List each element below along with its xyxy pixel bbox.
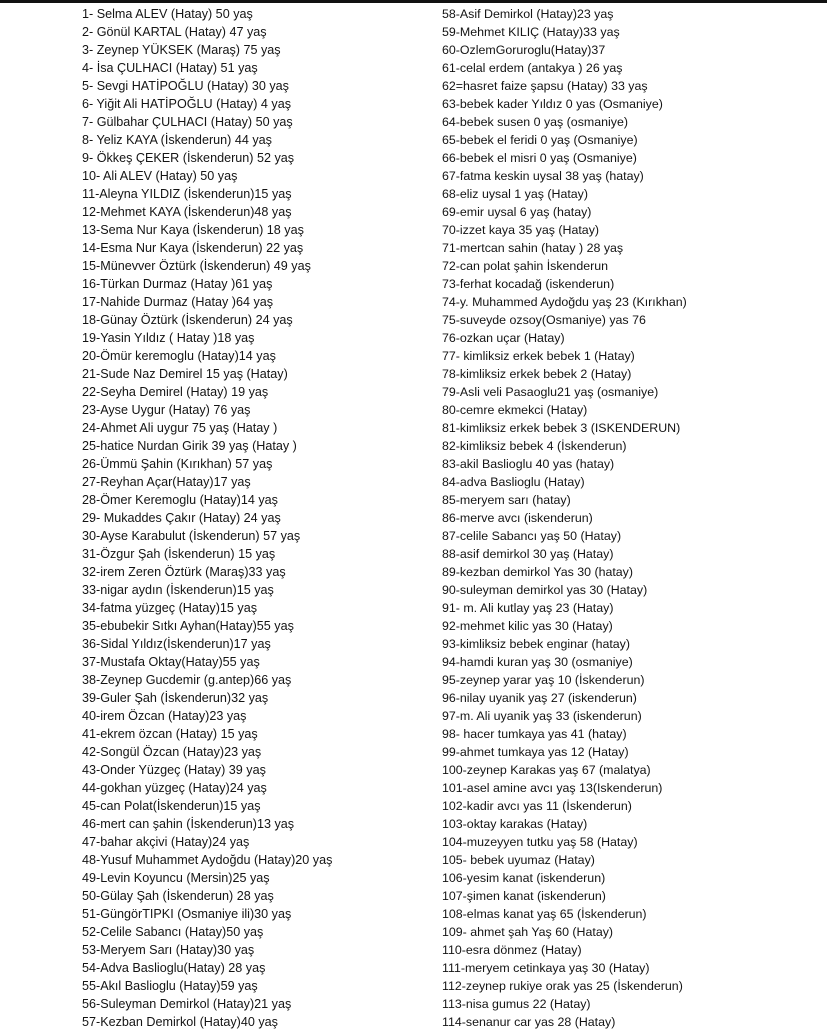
list-entry: 105- bebek uyumaz (Hatay) [442,853,595,867]
list-entry: 104-muzeyyen tutku yaş 58 (Hatay) [442,835,638,849]
list-entry: 106-yesim kanat (iskenderun) [442,871,606,885]
list-entry: 12-Mehmet KAYA (İskenderun)48 yaş [82,205,292,219]
list-entry: 73-ferhat kocadağ (iskenderun) [442,277,615,291]
list-entry: 78-kimliksiz erkek bebek 2 (Hatay) [442,367,632,381]
list-entry: 37-Mustafa Oktay(Hatay)55 yaş [82,655,260,669]
list-entry: 96-nilay uyanik yaş 27 (iskenderun) [442,691,637,705]
list-entry: 113-nisa gumus 22 (Hatay) [442,997,591,1011]
list-entry: 67-fatma keskin uysal 38 yaş (hatay) [442,169,644,183]
list-entry: 112-zeynep rukiye orak yas 25 (İskenderun) [442,979,683,993]
list-entry: 82-kimliksiz bebek 4 (İskenderun) [442,439,627,453]
list-entry: 31-Özgur Şah (İskenderun) 15 yaş [82,547,276,561]
list-entry: 68-eliz uysal 1 yaş (Hatay) [442,187,588,201]
list-entry: 59-Mehmet KILIÇ (Hatay)33 yaş [442,25,620,39]
list-entry: 6- Yiğit Ali HATİPOĞLU (Hatay) 4 yaş [82,97,292,111]
right-name-list [442,5,827,1031]
list-entry: 64-bebek susen 0 yaş (osmaniye) [442,115,628,129]
list-entry: 103-oktay karakas (Hatay) [442,817,588,831]
list-entry: 24-Ahmet Ali uygur 75 yaş (Hatay ) [82,421,278,435]
list-entry: 66-bebek el misri 0 yaş (Osmaniye) [442,151,637,165]
list-entry: 51-GüngörTIPKI (Osmaniye ili)30 yaş [82,907,292,921]
list-entry: 97-m. Ali uyanik yaş 33 (iskenderun) [442,709,642,723]
list-entry: 93-kimliksiz bebek enginar (hatay) [442,637,631,651]
list-entry: 17-Nahide Durmaz (Hatay )64 yaş [82,295,274,309]
list-entry: 43-Onder Yüzgeç (Hatay) 39 yaş [82,763,266,777]
list-entry: 92-mehmet kilic yas 30 (Hatay) [442,619,613,633]
list-entry: 11-Aleyna YILDIZ (İskenderun)15 yaş [82,187,292,201]
list-entry: 62=hasret faize şapsu (Hatay) 33 yaş [442,79,648,93]
list-entry: 69-emir uysal 6 yaş (hatay) [442,205,592,219]
list-entry: 40-irem Özcan (Hatay)23 yaş [82,709,247,723]
list-entry: 29- Mukaddes Çakır (Hatay) 24 yaş [82,511,281,525]
list-entry: 61-celal erdem (antakya ) 26 yaş [442,61,623,75]
list-entry: 5- Sevgi HATİPOĞLU (Hatay) 30 yaş [82,79,289,93]
list-entry: 53-Meryem Sarı (Hatay)30 yaş [82,943,255,957]
list-entry: 70-izzet kaya 35 yaş (Hatay) [442,223,600,237]
list-entry: 95-zeynep yarar yaş 10 (İskenderun) [442,673,645,687]
list-entry: 55-Akıl Baslioglu (Hatay)59 yaş [82,979,258,993]
list-entry: 85-meryem sarı (hatay) [442,493,571,507]
list-entry: 71-mertcan sahin (hatay ) 28 yaş [442,241,624,255]
list-entry: 28-Ömer Keremoglu (Hatay)14 yaş [82,493,278,507]
list-entry: 74-y. Muhammed Aydoğdu yaş 23 (Kırıkhan) [442,295,687,309]
list-entry: 81-kimliksiz erkek bebek 3 (ISKENDERUN) [442,421,681,435]
list-entry: 48-Yusuf Muhammet Aydoğdu (Hatay)20 yaş [82,853,333,867]
list-entry: 22-Seyha Demirel (Hatay) 19 yaş [82,385,269,399]
list-entry: 25-hatice Nurdan Girik 39 yaş (Hatay ) [82,439,297,453]
list-entry: 47-bahar akçivi (Hatay)24 yaş [82,835,250,849]
list-entry: 44-gokhan yüzgeç (Hatay)24 yaş [82,781,267,795]
list-entry: 13-Sema Nur Kaya (İskenderun) 18 yaş [82,223,304,237]
list-entry: 101-asel amine avcı yaş 13(Iskenderun) [442,781,663,795]
list-entry: 27-Reyhan Açar(Hatay)17 yaş [82,475,251,489]
list-entry: 79-Asli veli Pasaoglu21 yaş (osmaniye) [442,385,659,399]
list-entry: 114-senanur car yas 28 (Hatay) [442,1015,616,1029]
list-entry: 94-hamdi kuran yaş 30 (osmaniye) [442,655,633,669]
list-entry: 8- Yeliz KAYA (İskenderun) 44 yaş [82,133,272,147]
list-entry: 60-OzlemGoruroglu(Hatay)37 [442,43,606,57]
list-entry: 16-Türkan Durmaz (Hatay )61 yaş [82,277,273,291]
list-entry: 83-akil Baslioglu 40 yas (hatay) [442,457,615,471]
list-entry: 58-Asif Demirkol (Hatay)23 yaş [442,7,614,21]
list-entry: 32-irem Zeren Öztürk (Maraş)33 yaş [82,565,286,579]
list-entry: 89-kezban demirkol Yas 30 (hatay) [442,565,634,579]
list-entry: 75-suveyde ozsoy(Osmaniye) yas 76 [442,313,646,327]
list-entry: 46-mert can şahin (İskenderun)13 yaş [82,817,295,831]
list-entry: 3- Zeynep YÜKSEK (Maraş) 75 yaş [82,43,281,57]
top-divider-line [0,0,827,3]
list-entry: 90-suleyman demirkol yas 30 (Hatay) [442,583,648,597]
list-entry: 36-Sidal Yıldız(İskenderun)17 yaş [82,637,271,651]
list-entry: 7- Gülbahar ÇULHACI (Hatay) 50 yaş [82,115,293,129]
list-entry: 39-Guler Şah (İskenderun)32 yaş [82,691,269,705]
list-entry: 15-Münevver Öztürk (İskenderun) 49 yaş [82,259,311,273]
list-entry: 23-Ayse Uygur (Hatay) 76 yaş [82,403,251,417]
list-entry: 72-can polat şahin İskenderun [442,259,609,273]
list-entry: 21-Sude Naz Demirel 15 yaş (Hatay) [82,367,288,381]
list-entry: 18-Günay Öztürk (İskenderun) 24 yaş [82,313,293,327]
list-entry: 54-Adva Baslioglu(Hatay) 28 yaş [82,961,266,975]
list-entry: 107-şimen kanat (iskenderun) [442,889,606,903]
list-entry: 33-nigar aydın (İskenderun)15 yaş [82,583,274,597]
list-entry: 63-bebek kader Yıldız 0 yas (Osmaniye) [442,97,663,111]
list-entry: 4- İsa ÇULHACI (Hatay) 51 yaş [82,61,258,75]
list-entry: 35-ebubekir Sıtkı Ayhan(Hatay)55 yaş [82,619,294,633]
list-entry: 100-zeynep Karakas yaş 67 (malatya) [442,763,651,777]
list-entry: 38-Zeynep Gucdemir (g.antep)66 yaş [82,673,292,687]
list-entry: 86-merve avcı (iskenderun) [442,511,593,525]
list-entry: 26-Ümmü Şahin (Kırıkhan) 57 yaş [82,457,273,471]
list-entry: 20-Ömür keremoglu (Hatay)14 yaş [82,349,276,363]
list-entry: 41-ekrem özcan (Hatay) 15 yaş [82,727,258,741]
list-entry: 88-asif demirkol 30 yaş (Hatay) [442,547,614,561]
list-entry: 34-fatma yüzgeç (Hatay)15 yaş [82,601,257,615]
left-name-list [82,5,417,1031]
list-entry: 45-can Polat(İskenderun)15 yaş [82,799,261,813]
list-entry: 65-bebek el feridi 0 yaş (Osmaniye) [442,133,638,147]
list-entry: 98- hacer tumkaya yas 41 (hatay) [442,727,627,741]
list-entry: 9- Ökkeş ÇEKER (İskenderun) 52 yaş [82,151,295,165]
list-entry: 99-ahmet tumkaya yas 12 (Hatay) [442,745,629,759]
list-entry: 50-Gülay Şah (İskenderun) 28 yaş [82,889,274,903]
list-entry: 102-kadir avcı yas 11 (İskenderun) [442,799,632,813]
list-entry: 80-cemre ekmekci (Hatay) [442,403,588,417]
list-entry: 84-adva Baslioglu (Hatay) [442,475,585,489]
list-entry: 110-esra dönmez (Hatay) [442,943,582,957]
list-entry: 109- ahmet şah Yaş 60 (Hatay) [442,925,614,939]
list-entry: 42-Songül Özcan (Hatay)23 yaş [82,745,262,759]
list-entry: 111-meryem cetinkaya yaş 30 (Hatay) [442,961,650,975]
list-entry: 1- Selma ALEV (Hatay) 50 yaş [82,7,253,21]
list-entry: 30-Ayse Karabulut (İskenderun) 57 yaş [82,529,301,543]
list-entry: 57-Kezban Demirkol (Hatay)40 yaş [82,1015,278,1029]
list-entry: 49-Levin Koyuncu (Mersin)25 yaş [82,871,270,885]
list-entry: 76-ozkan uçar (Hatay) [442,331,565,345]
list-entry: 77- kimliksiz erkek bebek 1 (Hatay) [442,349,635,363]
list-entry: 14-Esma Nur Kaya (İskenderun) 22 yaş [82,241,304,255]
list-entry: 108-elmas kanat yaş 65 (İskenderun) [442,907,647,921]
list-entry: 2- Gönül KARTAL (Hatay) 47 yaş [82,25,267,39]
list-entry: 52-Celile Sabancı (Hatay)50 yaş [82,925,264,939]
list-entry: 87-celile Sabancı yaş 50 (Hatay) [442,529,622,543]
list-entry: 56-Suleyman Demirkol (Hatay)21 yaş [82,997,292,1011]
list-entry: 19-Yasin Yıldız ( Hatay )18 yaş [82,331,255,345]
list-entry: 91- m. Ali kutlay yaş 23 (Hatay) [442,601,614,615]
list-entry: 10- Ali ALEV (Hatay) 50 yaş [82,169,238,183]
